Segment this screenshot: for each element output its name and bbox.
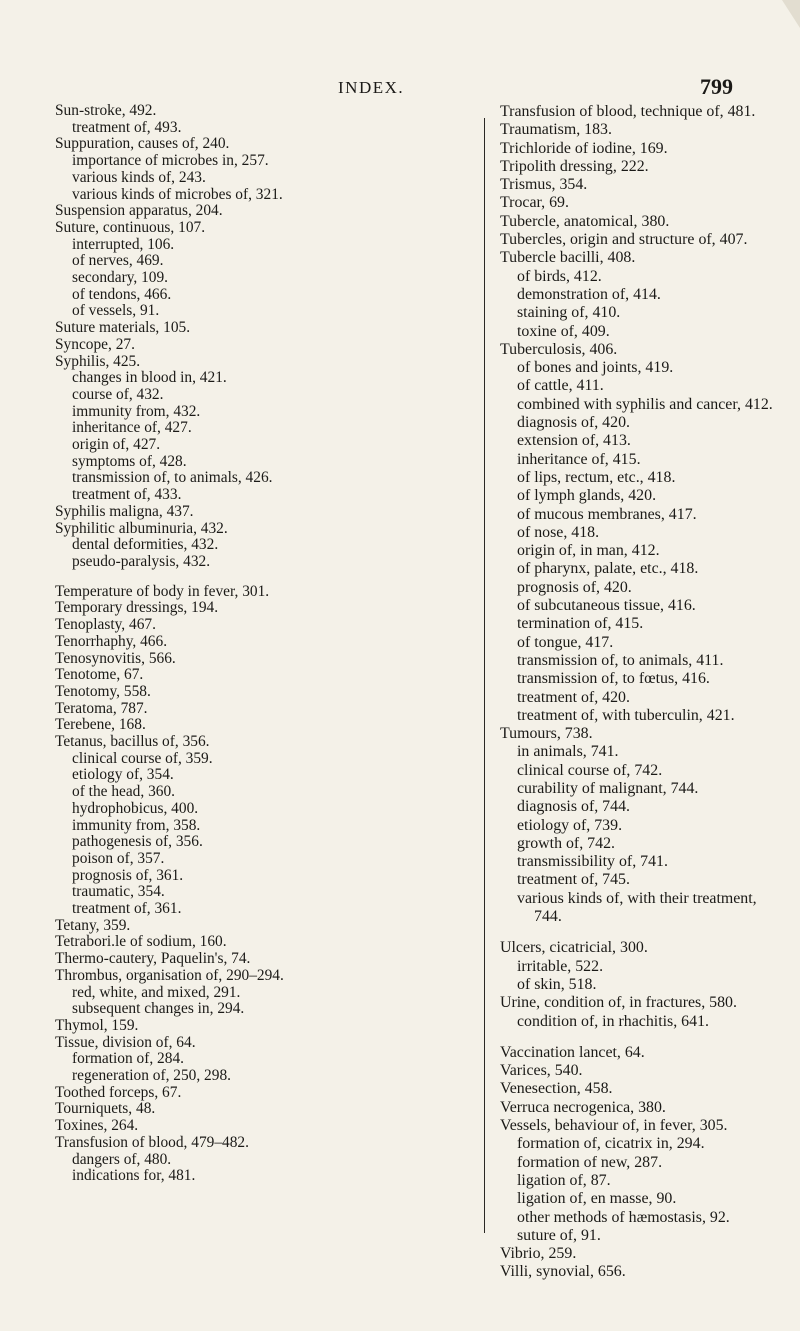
index-subentry: other methods of hæmostasis, 92. [517,1208,730,1226]
index-entry: Tubercles, origin and structure of, 407. [500,231,748,249]
index-subentry: etiology of, 354. [72,766,174,784]
index-subentry: origin of, in man, 412. [517,542,660,560]
index-entry: Suppuration, causes of, 240. [55,135,230,153]
index-column-right [500,103,785,1282]
index-entry: Tenorrhaphy, 466. [55,632,168,650]
index-subentry: red, white, and mixed, 291. [72,983,241,1001]
index-subentry: condition of, in rhachitis, 641. [517,1012,709,1030]
index-entry: Trichloride of iodine, 169. [500,139,668,157]
index-entry: Teratoma, 787. [55,699,148,717]
index-subentry: suture of, 91. [517,1226,601,1244]
index-entry: Suture, continuous, 107. [55,218,206,236]
index-entry: Venesection, 458. [500,1080,613,1098]
index-entry: Urine, condition of, in fractures, 580. [500,994,737,1012]
index-subentry: combined with syphilis and cancer, 412. [517,395,773,413]
index-entry: Varices, 540. [500,1062,583,1080]
index-subentry: origin of, 427. [72,436,161,454]
index-entry: Transfusion of blood, technique of, 481. [500,103,756,120]
index-subentry: hydrophobicus, 400. [72,799,199,817]
index-subentry: ligation of, 87. [517,1171,611,1189]
index-entry: Tourniquets, 48. [55,1100,156,1118]
index-entry: Vessels, behaviour of, in fever, 305. [500,1117,728,1135]
index-entry: Tumours, 738. [500,725,593,743]
index-column-left [55,103,475,1185]
index-subentry: curability of malignant, 744. [517,779,699,797]
index-entry: Trismus, 354. [500,176,588,194]
index-subentry: of nerves, 469. [72,252,164,270]
index-entry: Toxines, 264. [55,1117,139,1135]
index-entry: Tetanus, bacillus of, 356. [55,733,210,751]
index-entry: Tuberculosis, 406. [500,340,618,358]
index-entry: Syphilitic albuminuria, 432. [55,519,228,537]
index-subentry: transmission of, to animals, 411. [517,651,724,669]
index-subentry: prognosis of, 420. [517,578,632,596]
index-subentry: of lymph glands, 420. [517,487,657,505]
index-subentry: formation of, 284. [72,1050,184,1068]
index-subentry: clinical course of, 742. [517,761,663,779]
index-subentry: changes in blood in, 421. [72,369,227,387]
index-entry: Syphilis, 425. [55,352,141,370]
index-subentry: in animals, 741. [517,743,619,761]
index-subentry: of the head, 360. [72,783,175,801]
index-subentry: growth of, 742. [517,834,615,852]
index-subentry: various kinds of, with their treatment, [517,889,757,907]
index-subentry: irritable, 522. [517,957,604,975]
index-subentry: ligation of, en masse, 90. [517,1190,677,1208]
index-entry: Vaccination lancet, 64. [500,1043,645,1061]
index-entry: Sun-stroke, 492. [55,102,157,119]
index-entry: Thermo-cautery, Paquelin's, 74. [55,950,251,968]
index-entry: Thymol, 159. [55,1016,139,1034]
index-subentry: of birds, 412. [517,267,602,285]
index-subentry: of pharynx, palate, etc., 418. [517,560,699,578]
page-corner [782,0,800,28]
index-subentry: transmission of, to animals, 426. [72,469,273,487]
index-subentry: treatment of, 745. [517,871,630,889]
index-subentry: immunity from, 432. [72,402,201,420]
index-subentry: of lips, rectum, etc., 418. [517,468,676,486]
index-subentry: prognosis of, 361. [72,866,184,884]
index-subentry: of mucous membranes, 417. [517,505,697,523]
index-subentry: of bones and joints, 419. [517,359,674,377]
index-subentry: termination of, 415. [517,615,644,633]
index-subentry: of skin, 518. [517,975,597,993]
index-subentry: etiology of, 739. [517,816,623,834]
index-subentry: toxine of, 409. [517,322,610,340]
index-subentry: clinical course of, 359. [72,749,213,767]
index-subentry: various kinds of microbes of, 321. [72,185,283,203]
index-subentry: inheritance of, 427. [72,419,192,437]
index-subentry: poison of, 357. [72,849,165,867]
index-entry: Verruca necrogenica, 380. [500,1098,666,1116]
index-entry: Terebene, 168. [55,716,146,734]
index-entry: Vibrio, 259. [500,1245,577,1263]
header-title: INDEX. [338,78,405,97]
index-subentry: symptoms of, 428. [72,452,187,470]
index-entry: Syphilis maligna, 437. [55,502,194,520]
index-subentry: demonstration of, 414. [517,285,661,303]
index-subentry: diagnosis of, 420. [517,414,630,432]
index-subentry: subsequent changes in, 294. [72,1000,245,1018]
index-subentry: staining of, 410. [517,304,621,322]
index-entry: Tubercle, anatomical, 380. [500,212,670,230]
index-subentry: of nose, 418. [517,523,600,541]
page-number: 799 [700,74,733,99]
index-entry: Traumatism, 183. [500,121,612,139]
index-subentry: various kinds of, 243. [72,168,206,186]
index-entry: Tenosynovitis, 566. [55,649,176,667]
index-entry: Thrombus, organisation of, 290–294. [55,966,284,984]
index-entry: Trocar, 69. [500,194,569,212]
index-entry: Transfusion of blood, 479–482. [55,1133,249,1151]
index-entry: Tripolith dressing, 222. [500,157,649,175]
index-subentry: importance of microbes in, 257. [72,152,269,170]
index-subentry: of vessels, 91. [72,302,160,320]
index-entry: Temporary dressings, 194. [55,599,219,617]
index-subentry: transmission of, to fœtus, 416. [517,670,710,688]
index-subentry: diagnosis of, 744. [517,798,630,816]
index-subentry: traumatic, 354. [72,883,165,901]
index-subentry: pseudo-paralysis, 432. [72,552,211,570]
index-subentry: pathogenesis of, 356. [72,833,203,851]
index-subentry: interrupted, 106. [72,235,175,253]
index-subentry: treatment of, 361. [72,900,182,918]
index-subentry: treatment of, 433. [72,486,182,504]
index-subentry: treatment of, 420. [517,688,630,706]
index-entry: Tenotome, 67. [55,666,144,684]
index-subentry: regeneration of, 250, 298. [72,1067,231,1085]
index-entry: Tetrabori.le of sodium, 160. [55,933,227,951]
index-subentry: of cattle, 411. [517,377,604,395]
index-subentry: transmissibility of, 741. [517,853,668,871]
index-entry: Syncope, 27. [55,335,135,353]
index-subentry: extension of, 413. [517,432,631,450]
index-subentry: immunity from, 358. [72,816,201,834]
index-subentry: inheritance of, 415. [517,450,641,468]
index-subentry: 744. [534,908,562,926]
index-subentry: dangers of, 480. [72,1150,172,1168]
index-subentry: treatment of, 493. [72,118,182,136]
index-entry: Tetany, 359. [55,916,131,934]
index-subentry: formation of new, 287. [517,1153,663,1171]
index-entry: Tenoplasty, 467. [55,616,156,634]
index-subentry: course of, 432. [72,385,164,403]
index-subentry: of tendons, 466. [72,285,172,303]
index-subentry: indications for, 481. [72,1167,196,1185]
index-subentry: dental deformities, 432. [72,536,219,554]
running-head [0,74,800,102]
index-entry: Tubercle bacilli, 408. [500,249,636,267]
index-entry: Suspension apparatus, 204. [55,202,223,220]
index-entry: Ulcers, cicatricial, 300. [500,939,648,957]
index-entry: Suture materials, 105. [55,319,191,337]
column-divider [484,118,485,1233]
index-entry: Temperature of body in fever, 301. [55,582,270,600]
index-subentry: treatment of, with tuberculin, 421. [517,706,735,724]
index-entry: Toothed forceps, 67. [55,1083,182,1101]
index-entry: Tissue, division of, 64. [55,1033,196,1051]
index-subentry: secondary, 109. [72,269,169,287]
index-entry: Villi, synovial, 656. [500,1263,626,1281]
index-entry: Tenotomy, 558. [55,682,151,700]
index-subentry: of tongue, 417. [517,633,614,651]
index-subentry: of subcutaneous tissue, 416. [517,597,696,615]
index-subentry: formation of, cicatrix in, 294. [517,1135,705,1153]
